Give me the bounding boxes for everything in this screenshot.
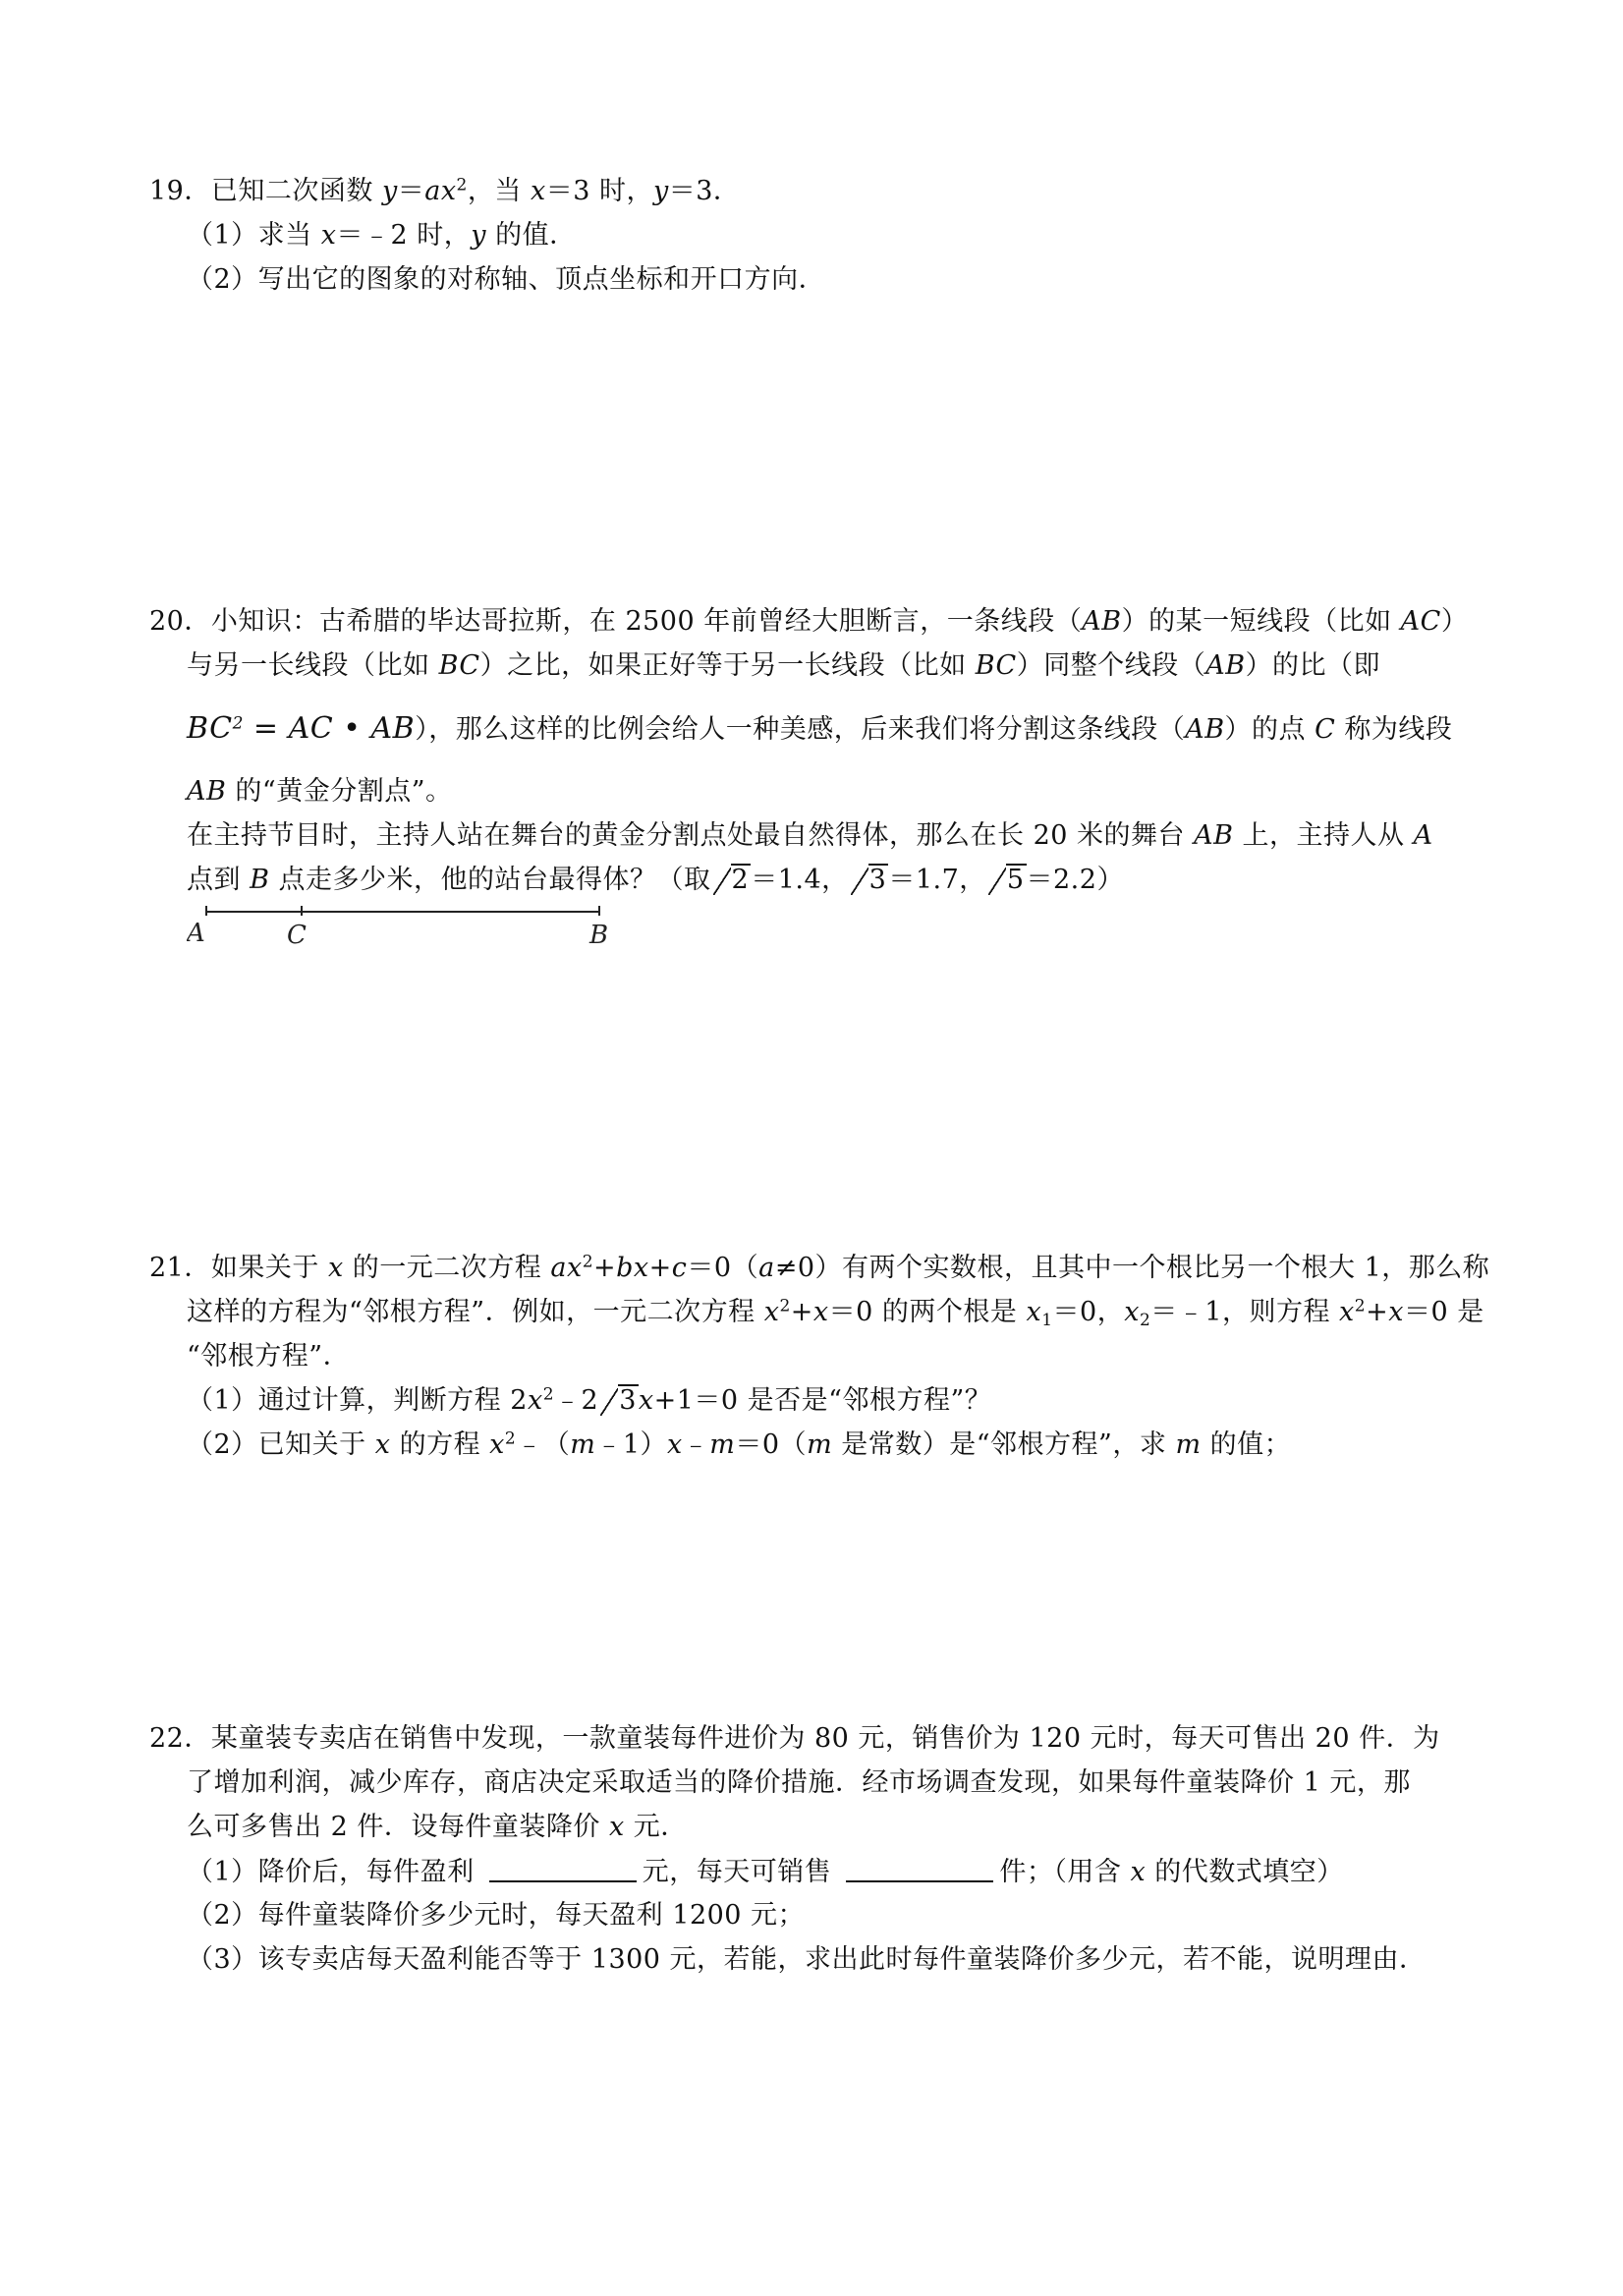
q22-line3: 么可多售出 2 件．设每件童装降价 x 元． bbox=[187, 1812, 688, 1842]
q19-part1: （1）求当 x＝﹣2 时，y 的值． bbox=[187, 220, 577, 251]
q19-stem: 19．已知二次函数 $y=ax^2$，当 x＝3 时，y＝3． bbox=[149, 175, 741, 206]
q21-line2: 这样的方程为“邻根方程”．例如，一元二次方程 $x^2+x=0$ 的两个根是 $x_1=0$，$x_2=﹣1$，则方程 $x^2+x=0$ 是 bbox=[187, 1296, 1484, 1331]
segment-diagram bbox=[187, 902, 619, 967]
q20-line4: AB 的“黄金分割点”。 bbox=[187, 776, 453, 807]
sqrt-3: 3 bbox=[851, 864, 889, 897]
q19-part2: （2）写出它的图象的对称轴、顶点坐标和开口方向． bbox=[187, 264, 826, 295]
answer-blank-profit[interactable] bbox=[489, 1855, 637, 1882]
golden-ratio-formula: $BC^2$ = AC • AB bbox=[187, 711, 416, 746]
q22-line1: 22．某童装专卖店在销售中发现，一款童装每件进价为 80 元，销售价为 120 元时，每天可售出 20 件．为 bbox=[149, 1723, 1440, 1754]
answer-blank-quantity[interactable] bbox=[846, 1855, 993, 1882]
q22-line2: 了增加利润，减少库存，商店决定采取适当的降价措施．经市场调查发现，如果每件童装降价 1 元，那 bbox=[187, 1767, 1411, 1798]
q22-part1: （1）降价后，每件盈利 元，每天可销售 件；（用含 x 的代数式填空） bbox=[187, 1857, 1344, 1887]
sqrt-2: 2 bbox=[713, 864, 752, 897]
q21-line1: 21．如果关于 x 的一元二次方程 $ax^2+bx+c=0(a\ne 0)$有两个实数根，且其中一个根比另一个根大 1，那么称 bbox=[149, 1252, 1490, 1283]
q21-part1: （1）通过计算，判断方程 $2x^2﹣2$ 3x+1＝0 是否是“邻根方程”？ bbox=[187, 1384, 992, 1416]
q22-part3: （3）该专卖店每天盈利能否等于 1300 元，若能，求出此时每件童装降价多少元，若不能，说明理由． bbox=[187, 1944, 1427, 1975]
q20-line1: 20．小知识：古希腊的毕达哥拉斯，在 2500 年前曾经大胆断言，一条线段（AB）的某一短线段（比如 AC） bbox=[149, 606, 1469, 637]
label-a: A bbox=[187, 919, 205, 948]
q20-line2: 与另一长线段（比如 BC）之比，如果正好等于另一长线段（比如 BC）同整个线段（AB）的比（即 bbox=[187, 650, 1381, 681]
q21-line3: “邻根方程”． bbox=[187, 1341, 351, 1372]
q21-part2: （2）已知关于 x 的方程 $x^2﹣(m﹣1)x﹣m=0(m$ 是常数）是“邻根方程”，求 m 的值； bbox=[187, 1428, 1292, 1460]
q20-line6: 点到 B 点走多少米，他的站台最得体？（取 2＝1.4， 3＝1.7， 5＝2.2） bbox=[187, 865, 1124, 895]
sqrt-5: 5 bbox=[988, 864, 1027, 897]
q22-part2: （2）每件童装降价多少元时，每天盈利 1200 元； bbox=[187, 1900, 806, 1931]
sqrt-3: 3 bbox=[600, 1384, 639, 1418]
label-c: C bbox=[287, 921, 307, 950]
label-b: B bbox=[589, 921, 609, 950]
q20-line5: 在主持节目时，主持人站在舞台的黄金分割点处最自然得体，那么在长 20 米的舞台 AB 上，主持人从 A bbox=[187, 820, 1433, 851]
q20-line3: $BC^2$ = AC • AB），那么这样的比例会给人一种美感，后来我们将分割这条线段（AB）的点 C 称为线段 bbox=[187, 711, 1453, 746]
